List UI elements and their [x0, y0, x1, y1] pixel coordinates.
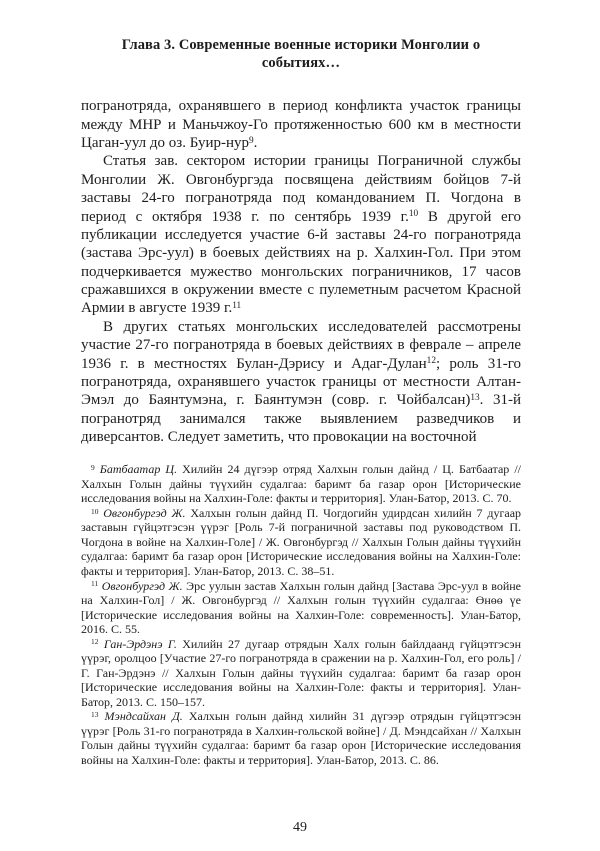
paragraph-text: ; роль 31-го погранотряда, охранявшего участок границы от местности Алтан-Эмэл до Баянтумэна, г. Баянтумэн (совр. г. Чойбалсан)	[81, 355, 521, 409]
footnote-ref: 11	[232, 301, 242, 312]
footnote-author: Ган-Эрдэнэ Г.	[103, 636, 177, 651]
footnote-ref: 12	[426, 356, 436, 367]
footnote-author: Овгонбургэд Ж.	[101, 578, 183, 593]
footnote-author: Мэндсайхан Д.	[104, 709, 183, 724]
footnotes-section	[81, 462, 521, 767]
footnote	[81, 579, 521, 637]
footnote-marker: 12	[91, 637, 99, 647]
footnote-text: Хилийн 24 дүгээр отряд Халхын голын дайнд / Ц. Батбаатар // Халхын Голын дайны түүхийн судалгаа: баримт ба газар орон [Исторические исследования войны на Халхин-Голе: факты и территория]. Улан-Батор, 2013. С. 70.	[81, 462, 521, 506]
paragraph	[81, 318, 521, 447]
footnote-text: Эрс уулын застав Халхын голын дайнд [Застава Эрс-уул в войне на Халхин-Гол] / Ж. Овгонбургэд // Халхын голын түүхийн судалгаа: Өнөө үе [Исторические исследования войны на Халхин-Голе: современность]. Улан-Батор, 2016. С. 55.	[81, 578, 521, 637]
footnote-ref: 10	[408, 209, 419, 220]
paragraph-text: . 31-й погранотряд занимался также выявлением разведчиков и диверсантов. Следует заметить, что провокации на восточной	[81, 392, 521, 445]
footnote-marker: 10	[91, 506, 99, 516]
paragraph-text: В другой его публикации исследуется участие 6-й заставы 24-го погранотряда (застава Эрс-уул) в боевых действиях на р. Халхин-Гол. При этом подчеркивается мужество монгольских пограничников, 17 часов сражавшихся в окружении вместе с пулеметным расчетом Красной Армии в августе 1939 г.	[81, 208, 521, 317]
footnote-text: Халхын голын дайнд П. Чогдогийн удирдсан хилийн 7 дугаар заставын гүйцэтгэсэн үүрэг [Роль 7-й пограничной заставы под руководством П. Чогдона в войне на Халхин-Голе] / Ж. Овгонбургэд // Халхын Голын дайны түүхийн судалгаа: баримт ба газар орон [Исторические исследования войны на Халхин-Голе: факты и территория]. Улан-Батор, 2013. С. 38–51.	[81, 505, 522, 578]
footnote	[81, 506, 521, 579]
footnote	[81, 637, 521, 710]
footnote-ref: 13	[470, 393, 480, 404]
footnote-author: Батбаатар Ц.	[99, 462, 178, 477]
footnote-text: Хилийн 27 дугаар отрядын Халх голын байлдаанд гүйцэтгэсэн үүрэг, оролцоо [Участие 27-го погранотряда в сражении на р. Халхин-Гол, его роль] / Г. Ган-Эрдэнэ // Халхын Голын дайны түүхийн судалгаа: баримт ба газар орон [Исторические исследования войны на Халхин-Голе: факты и территория]. Улан-Батор, 2013. С. 150–157.	[81, 636, 521, 709]
paragraph-text: В других статьях монгольских исследователей рассмотрены участие 27-го погранотряда в боевых действиях в феврале – апреле 1936 г. в местностях Булан-Дэрису и Адаг-Дулан	[81, 318, 521, 372]
page-number: 49	[293, 820, 307, 835]
paragraph-text: погранотряда, охранявшего в период конфликта участок границы между МНР и Маньчжоу-Го протяженностью 600 км в местности Цаган-уул до оз. Буир-нур	[81, 98, 521, 151]
footnote-marker: 9	[91, 463, 95, 473]
paragraph	[81, 152, 521, 317]
paragraph	[81, 97, 521, 152]
paragraph-text: Статья зав. сектором истории границы Пограничной службы Монголии Ж. Овгонбургэда посвящена действиям бойцов 7-й заставы 24-го погранотряда под командованием П. Чогдона в период с октября 1938 г. по сентябрь 1939 г.	[81, 153, 521, 225]
chapter-running-header: Глава 3. Современные военные историки Монголии о событиях…	[121, 37, 481, 72]
footnote-marker: 11	[91, 579, 99, 589]
footnote-ref: 9	[249, 135, 254, 146]
paragraph-text: .	[253, 135, 258, 151]
main-text-block	[81, 97, 521, 446]
footnote	[81, 462, 521, 506]
footnote-marker: 13	[91, 709, 99, 719]
footnote-author: Овгонбургэд Ж.	[103, 505, 186, 520]
footnote	[81, 709, 521, 767]
footnote-text: Халхын голын дайнд хилийн 31 дүгээр отрядын гүйцэтгэсэн үүрэг [Роль 31-го погранотряда в Халхин-гольской войне] / Д. Мэндсайхан // Халхын Голын дайны түүхийн судалгаа: баримт ба газар орон [Исторические исследования войны на Халхин-Голе: факты и территория]. Улан-Батор, 2013. С. 86.	[81, 709, 522, 767]
